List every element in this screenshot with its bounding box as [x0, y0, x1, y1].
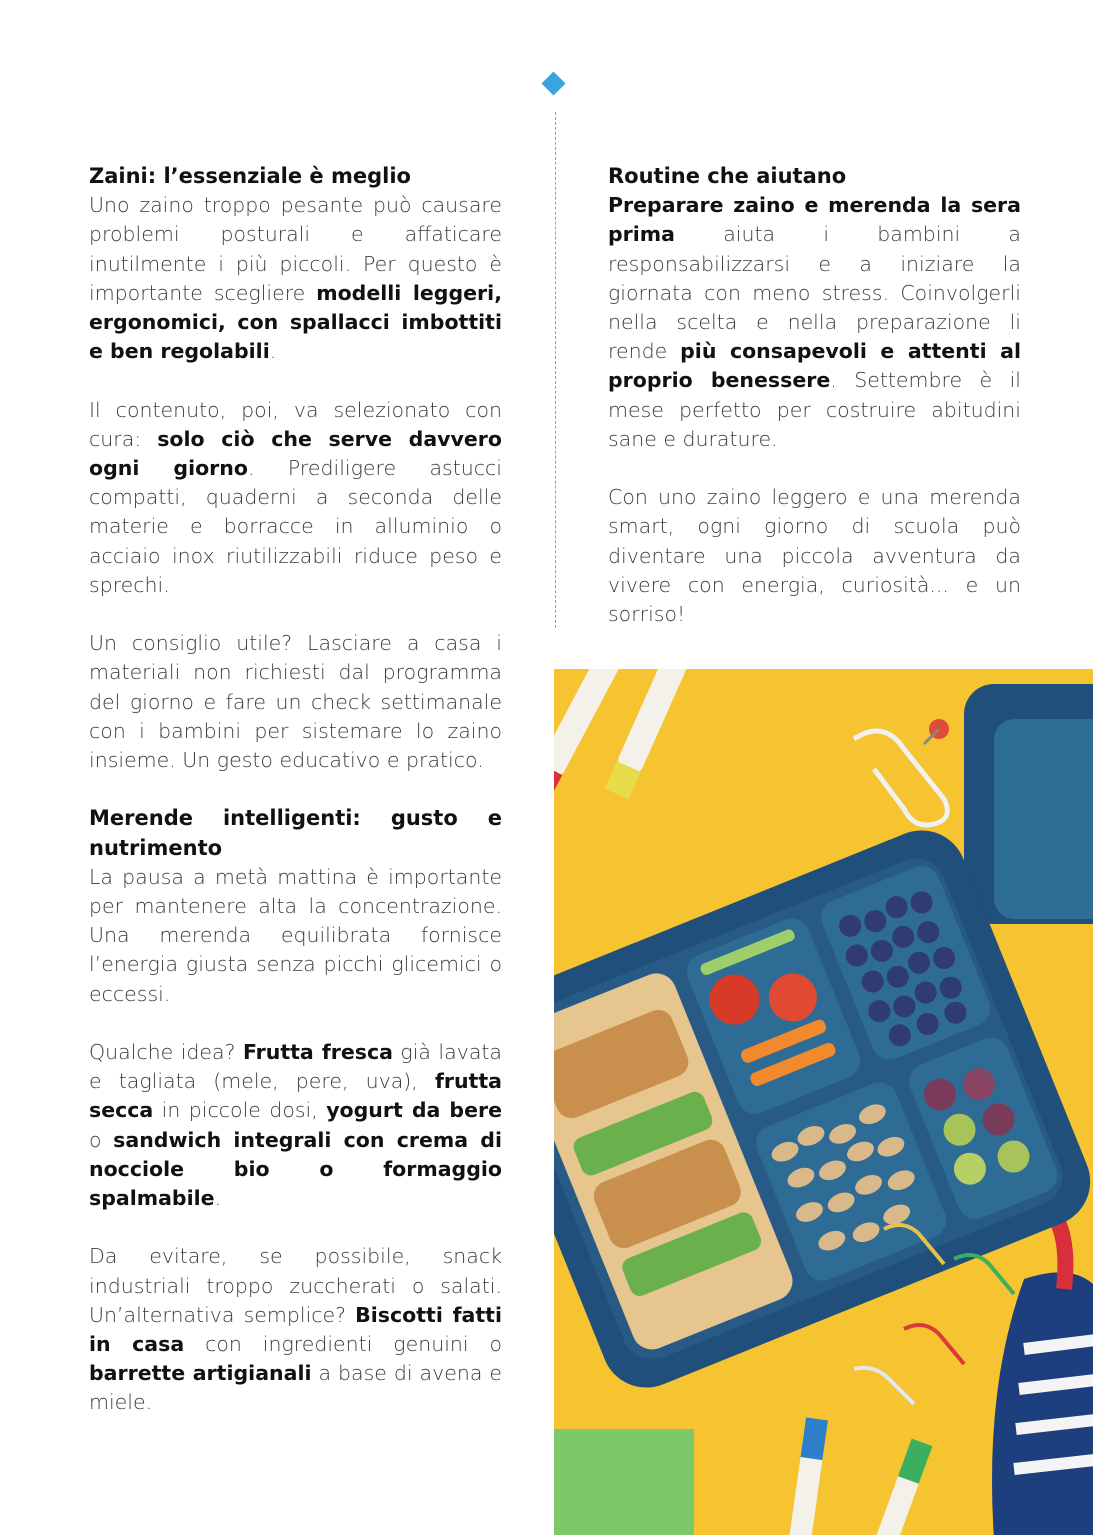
diamond-icon: [541, 71, 565, 95]
paragraph-merende-3: Da evitare, se possibile, snack industriali troppo zuccherati o salati. Un’alternativa semplice? Biscotti fatti in casa con ingredienti genuini o barrette artigianali a base di avena e miele.: [89, 1244, 503, 1415]
column-divider: [555, 112, 556, 628]
lunchbox-photo: [554, 669, 1093, 1535]
paragraph-merende-1: La pausa a metà mattina è importante per mantenere alta la concentrazione. Una merenda equilibrata fornisce l’energia giusta senza picchi glicemici o eccessi.: [89, 864, 502, 1006]
paragraph-zaini-3: Un consiglio utile? Lasciare a casa i materiali non richiesti dal programma del giorno e fare un check settimanale con i bambini per sistemare lo zaino insieme. Un gesto educativo e pratico.: [89, 631, 502, 773]
right-column: [608, 162, 1021, 629]
paragraph-routine-1: Preparare zaino e merenda la sera prima aiuta i bambini a responsabilizzarsi e a iniziare la giornata con meno stress. Coinvolgerli nella scelta e nella preparazione li rende più consapevoli e attenti al proprio benessere. Settembre è il mese perfetto per costruire abitudini sane e durature.: [608, 193, 1021, 451]
section-title-zaini: Zaini: l’essenziale è meglio: [89, 164, 411, 188]
section-title-routine: Routine che aiutano: [608, 164, 847, 188]
paragraph-merende-2: Qualche idea? Frutta fresca già lavata e tagliata (mele, pere, uva), frutta secca in piccole dosi, yogurt da bere o sandwich integrali con crema di nocciole bio o formaggio spalmabile.: [89, 1040, 502, 1211]
paragraph-routine-2: Con uno zaino leggero e una merenda smart, ogni giorno di scuola può diventare una piccola avventura da vivere con energia, curiosità... e un sorriso!: [608, 485, 1021, 627]
paragraph-zaini-1: Uno zaino troppo pesante può causare problemi posturali e affaticare inutilmente i più piccoli. Per questo è importante scegliere modelli leggeri, ergonomici, con spallacci imbottiti e ben regolabili.: [89, 193, 502, 364]
left-column: [89, 162, 502, 1418]
section-title-merende: Merende intelligenti: gusto e nutrimento: [89, 806, 502, 860]
paragraph-zaini-2: Il contenuto, poi, va selezionato con cura: solo ciò che serve davvero ogni giorno. Prediligere astucci compatti, quaderni a seconda delle materie e borracce in alluminio o acciaio inox riutilizzabili riduce peso e sprechi.: [89, 397, 503, 597]
